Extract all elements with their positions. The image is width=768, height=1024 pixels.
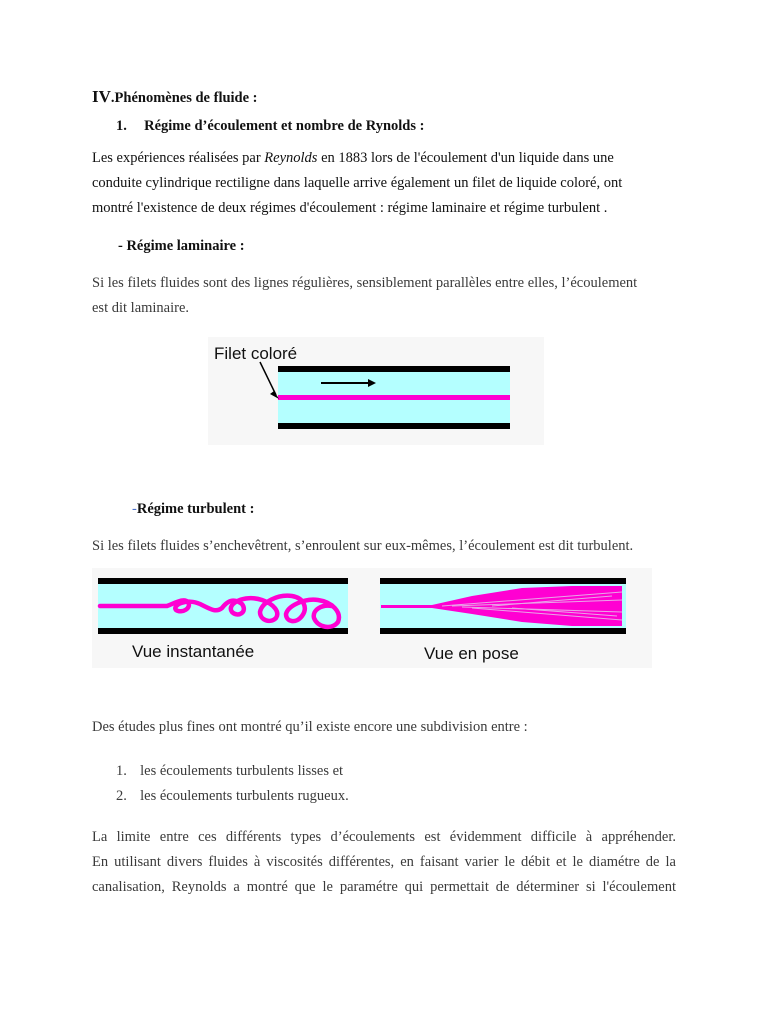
- list-item: [116, 789, 349, 804]
- intro-line-2: conduite cylindrique rectiligne dans laquelle arrive également un filet de liquide coloré, ont: [92, 175, 623, 191]
- instantaneous-pipe: [98, 578, 348, 634]
- dye-streak: [278, 395, 510, 400]
- intro-line-1: [92, 151, 662, 166]
- list-item: [116, 764, 343, 779]
- turbulent-flow-diagram: [92, 568, 652, 668]
- laminar-text-line-2: est dit laminaire.: [92, 300, 190, 316]
- list-item-text: les écoulements turbulents rugueux.: [140, 788, 349, 804]
- subdivision-intro: Des études plus fines ont montré qu’il existe encore une subdivision entre :: [92, 719, 528, 735]
- filet-colore-label: Filet coloré: [214, 344, 298, 363]
- laminar-flow-diagram: [208, 337, 544, 445]
- turbulent-dash: -: [132, 501, 137, 517]
- intro-text: Les expériences réalisées par: [92, 150, 265, 166]
- vue-en-pose-label: Vue en pose: [424, 644, 519, 663]
- section-numeral: IV: [92, 87, 111, 106]
- long-exposure-pipe: [380, 578, 626, 634]
- pipe-bottom-wall: [278, 423, 510, 429]
- list-item-number: 2.: [116, 788, 127, 804]
- conclusion-line-1: La limite entre ces différents types d’écoulements est évidemment difficile à appréhender.: [92, 829, 676, 845]
- subsection-title: Régime d’écoulement et nombre de Rynolds :: [144, 118, 425, 134]
- turbulent-flow-figure: [92, 568, 652, 668]
- pipe-top-wall: [380, 578, 626, 584]
- reynolds-name: Reynolds: [264, 150, 318, 166]
- laminar-flow-figure: [208, 337, 544, 445]
- section-title: .Phénomènes de fluide :: [110, 90, 258, 106]
- laminar-heading: - Régime laminaire :: [118, 238, 245, 254]
- pipe-top-wall: [98, 578, 348, 584]
- list-item-number: 1.: [116, 763, 127, 779]
- pipe-bottom-wall: [380, 628, 626, 634]
- laminar-text-line-1: Si les filets fluides sont des lignes régulières, sensiblement parallèles entre elles, l’écoulement: [92, 275, 638, 291]
- subsection-heading: [116, 119, 424, 134]
- turbulent-heading: [132, 502, 254, 517]
- conclusion-line-2: En utilisant divers fluides à viscosités différentes, en faisant varier le débit et le diamétre de la: [92, 854, 676, 870]
- section-heading: [92, 88, 258, 106]
- turbulent-text: Si les filets fluides s’enchevêtrent, s’enroulent sur eux-mêmes, l’écoulement est dit turbulent.: [92, 538, 634, 554]
- subsection-number: 1.: [116, 118, 127, 134]
- intro-line-3: montré l'existence de deux régimes d'écoulement : régime laminaire et régime turbulent .: [92, 200, 608, 216]
- conclusion-line-3: canalisation, Reynolds a montré que le paramétre qui permettait de déterminer si l'écoulement: [92, 879, 676, 895]
- pipe-bottom-wall: [98, 628, 348, 634]
- pipe-top-wall: [278, 366, 510, 372]
- turbulent-heading-text: Régime turbulent :: [136, 501, 255, 517]
- vue-instantanee-label: Vue instantanée: [132, 642, 255, 661]
- list-item-text: les écoulements turbulents lisses et: [140, 763, 344, 779]
- intro-text: en 1883 lors de l'écoulement d'un liquide dans une: [317, 150, 614, 166]
